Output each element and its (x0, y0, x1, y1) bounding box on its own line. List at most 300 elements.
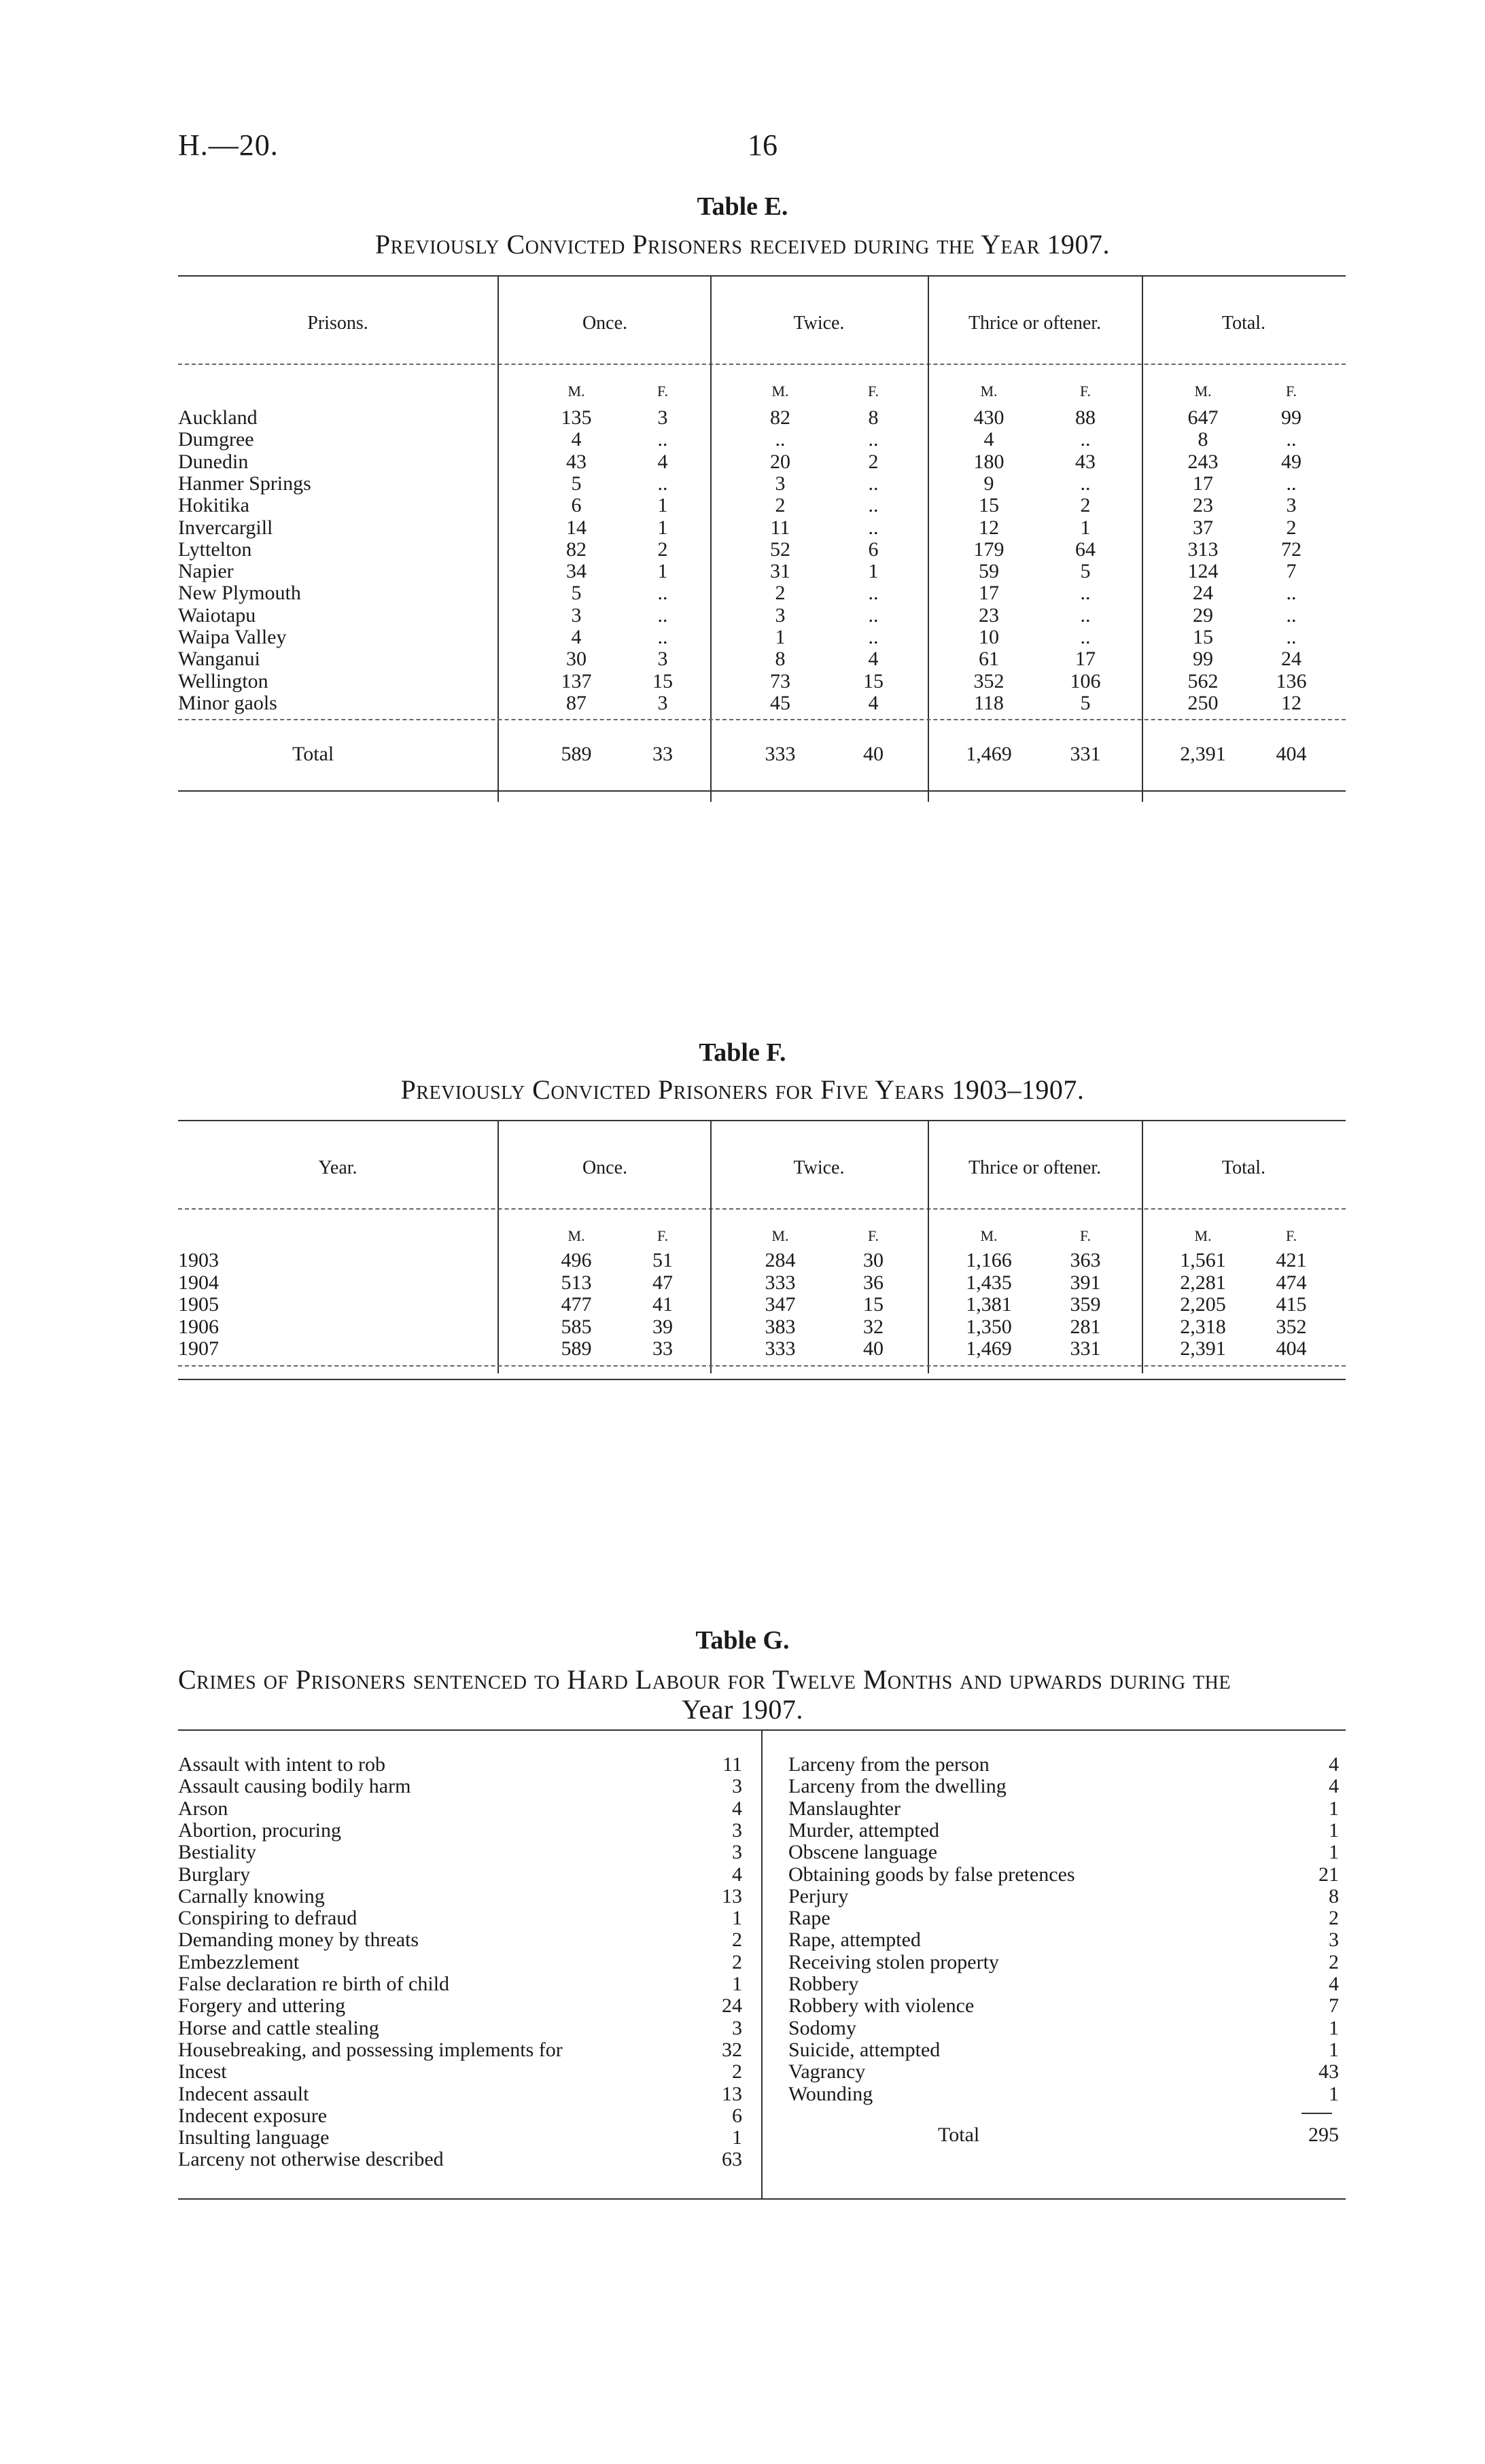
crime-name: Assault with intent to rob (178, 1753, 385, 1776)
crime-name: Obtaining goods by false pretences (788, 1863, 1075, 1886)
crime-count: 1 (732, 1907, 742, 1930)
crime-count: 21 (1318, 1863, 1339, 1886)
table-cell: 589 (561, 1337, 592, 1360)
crime-name: Indecent assault (178, 2082, 309, 2105)
table-row (0, 406, 1485, 428)
crime-name: Larceny not otherwise described (178, 2148, 444, 2171)
table-cell: 29 (1193, 603, 1213, 627)
crime-row (788, 1929, 1346, 1950)
total-cell: 2,391 (1180, 743, 1226, 766)
table-cell: 333 (765, 1271, 796, 1294)
table-cell: 87 (566, 691, 587, 714)
table-cell: 179 (973, 538, 1004, 561)
table-g-title: Table G. (695, 1626, 790, 1655)
table-cell: 30 (566, 648, 587, 671)
table-cell: 2 (1080, 494, 1091, 517)
crime-row (788, 2039, 1346, 2060)
crime-row (178, 1863, 742, 1885)
crime-count: 2 (732, 1929, 742, 1952)
table-row (0, 648, 1485, 669)
column-group-header: Total. (1221, 1157, 1266, 1178)
crime-count: 13 (722, 2082, 742, 2105)
row-label: 1905 (178, 1293, 219, 1316)
table-cell: 12 (1281, 691, 1301, 714)
crime-count: 3 (732, 1818, 742, 1842)
total-cell: 589 (561, 743, 592, 766)
table-cell: 8 (1198, 428, 1208, 451)
table-cell: 5 (1080, 560, 1091, 583)
table-cell: 352 (1276, 1315, 1307, 1338)
table-cell: 99 (1193, 648, 1213, 671)
crime-count: 1 (732, 1973, 742, 1995)
table-g-subtitle-line2: Year 1907. (682, 1694, 803, 1725)
row-label: Invercargill (178, 516, 273, 539)
table-cell: 1,166 (966, 1249, 1012, 1271)
crime-name: Rape, attempted (788, 1929, 921, 1952)
table-cell: 17 (1075, 648, 1096, 671)
crime-count: 4 (1329, 1973, 1339, 1995)
table-f-subtitle: Previously Convicted Prisoners for Five Years 1903–1907. (400, 1074, 1085, 1105)
table-cell: .. (868, 494, 879, 517)
crime-count: 32 (722, 2038, 742, 2061)
crime-name: Vagrancy (788, 2060, 866, 2083)
crime-count: 4 (732, 1863, 742, 1886)
crime-name: Larceny from the person (788, 1753, 990, 1776)
table-cell: 513 (561, 1271, 592, 1294)
row-label: 1903 (178, 1249, 219, 1271)
table-cell: 11 (770, 516, 790, 539)
crime-count: 11 (722, 1753, 742, 1776)
crime-name: Perjury (788, 1884, 849, 1907)
row-label: 1907 (178, 1337, 219, 1360)
table-cell: 415 (1276, 1293, 1307, 1316)
crime-row (788, 1994, 1346, 2016)
crime-row (178, 1951, 742, 1973)
table-cell: 17 (1193, 472, 1213, 495)
table-cell: 43 (1075, 450, 1096, 473)
table-cell: 82 (770, 406, 790, 429)
table-row (0, 538, 1485, 560)
column-group-header: Thrice or oftener. (968, 313, 1102, 334)
table-cell: 37 (1193, 516, 1213, 539)
female-subheader: F. (657, 383, 668, 400)
table-cell: 4 (571, 626, 582, 648)
table-cell: 136 (1276, 669, 1307, 692)
column-group-header: Once. (582, 313, 628, 334)
table-row (0, 494, 1485, 516)
crime-count: 13 (722, 1884, 742, 1907)
table-cell: .. (868, 603, 879, 627)
table-cell: 647 (1187, 406, 1219, 429)
crime-row (788, 1907, 1346, 1929)
table-cell: 33 (652, 1337, 673, 1360)
crime-row (788, 2060, 1346, 2082)
table-cell: 5 (571, 582, 582, 605)
male-subheader: M. (567, 1227, 585, 1244)
table-row (0, 451, 1485, 472)
crime-count: 1 (1329, 1797, 1339, 1820)
crime-count: 3 (732, 1841, 742, 1864)
table-row (0, 1293, 1485, 1315)
table-cell: .. (657, 428, 668, 451)
table-cell: 39 (652, 1315, 673, 1338)
crime-row (178, 1775, 742, 1797)
table-g-bottom-rule (178, 2198, 1346, 2200)
table-cell: 23 (1193, 494, 1213, 517)
table-cell: 4 (868, 691, 879, 714)
table-cell: 1,381 (966, 1293, 1012, 1316)
table-cell: .. (1286, 603, 1297, 627)
table-cell: .. (1286, 582, 1297, 605)
total-cell: 40 (863, 743, 884, 766)
total-cell: 33 (652, 743, 673, 766)
row-label: Hokitika (178, 494, 249, 517)
table-cell: .. (775, 428, 786, 451)
row-label: 1906 (178, 1315, 219, 1338)
table-cell: 284 (765, 1249, 796, 1271)
table-cell: 51 (652, 1249, 673, 1271)
row-label: 1904 (178, 1271, 219, 1294)
total-cell: 404 (1276, 743, 1307, 766)
male-subheader: M. (1194, 1227, 1212, 1244)
row-label: Wellington (178, 669, 268, 692)
column-group-header: Twice. (793, 1157, 845, 1178)
table-cell: 585 (561, 1315, 592, 1338)
table-cell: 363 (1070, 1249, 1101, 1271)
table-g-divider (761, 1729, 763, 2198)
crime-name: Carnally knowing (178, 1884, 325, 1907)
row-label: Wanganui (178, 648, 260, 671)
crime-name: Forgery and uttering (178, 1994, 346, 2018)
table-cell: 1 (775, 626, 786, 648)
table-cell: 14 (566, 516, 587, 539)
crime-row (788, 1797, 1346, 1819)
document-reference: H.—20. (178, 128, 279, 162)
table-cell: 24 (1193, 582, 1213, 605)
table-cell: .. (657, 472, 668, 495)
table-cell: 3 (657, 406, 668, 429)
table-cell: 1,561 (1180, 1249, 1226, 1271)
crime-row (788, 1775, 1346, 1797)
table-cell: 31 (770, 560, 790, 583)
crime-count: 2 (732, 1950, 742, 1973)
row-label: Dumgree (178, 428, 254, 451)
female-subheader: F. (1286, 1227, 1297, 1244)
male-subheader: M. (771, 383, 789, 400)
row-label: Lyttelton (178, 538, 252, 561)
crime-name: Abortion, procuring (178, 1818, 341, 1842)
table-cell: 41 (652, 1293, 673, 1316)
crime-name: Larceny from the dwelling (788, 1775, 1007, 1798)
crime-name: Embezzlement (178, 1950, 300, 1973)
table-cell: 47 (652, 1271, 673, 1294)
table-cell: 10 (979, 626, 999, 648)
row-label-header: Year. (318, 1157, 357, 1178)
crime-count: 8 (1329, 1884, 1339, 1907)
table-cell: 2,281 (1180, 1271, 1226, 1294)
female-subheader: F. (657, 1227, 668, 1244)
crime-name: Manslaughter (788, 1797, 901, 1820)
row-label: Dunedin (178, 450, 249, 473)
crime-name: Incest (178, 2060, 227, 2083)
row-label: Hanmer Springs (178, 472, 311, 495)
table-cell: 43 (566, 450, 587, 473)
table-cell: 82 (566, 538, 587, 561)
table-cell: 4 (657, 450, 668, 473)
female-subheader: F. (868, 383, 879, 400)
crime-name: Wounding (788, 2082, 873, 2105)
table-row (0, 1249, 1485, 1271)
table-row (0, 1337, 1485, 1359)
crime-count: 7 (1329, 1994, 1339, 2018)
crime-count: 4 (1329, 1775, 1339, 1798)
total-cell: 331 (1070, 743, 1101, 766)
table-cell: 36 (863, 1271, 884, 1294)
table-cell: 59 (979, 560, 999, 583)
table-cell: 1 (657, 516, 668, 539)
male-subheader: M. (980, 1227, 998, 1244)
crime-count: 43 (1318, 2060, 1339, 2083)
row-label: Waiotapu (178, 603, 256, 627)
crime-row (788, 1753, 1346, 1775)
table-cell: 34 (566, 560, 587, 583)
table-cell: 24 (1281, 648, 1301, 671)
table-cell: 3 (775, 472, 786, 495)
table-cell: .. (1080, 582, 1091, 605)
crime-name: Arson (178, 1797, 228, 1820)
table-cell: 1,435 (966, 1271, 1012, 1294)
column-group-header: Once. (582, 1157, 628, 1178)
page-number: 16 (748, 128, 778, 162)
crime-row (178, 1929, 742, 1950)
table-cell: 99 (1281, 406, 1301, 429)
crime-row (178, 1797, 742, 1819)
table-cell: .. (868, 626, 879, 648)
table-cell: 72 (1281, 538, 1301, 561)
table-row (0, 560, 1485, 582)
total-label: Total (292, 743, 334, 766)
row-label: Napier (178, 560, 234, 583)
table-bottom-rule (178, 1379, 1346, 1380)
crime-row (178, 2083, 742, 2105)
crime-name: Sodomy (788, 2016, 857, 2039)
table-cell: 3 (1286, 494, 1297, 517)
column-group-header: Thrice or oftener. (968, 1157, 1102, 1178)
column-group-header: Total. (1221, 313, 1266, 334)
table-top-rule (178, 275, 1346, 277)
crime-row (178, 2017, 742, 2039)
table-cell: 124 (1187, 560, 1219, 583)
header-rule (178, 364, 1346, 365)
table-top-rule (178, 1120, 1346, 1121)
table-cell: 23 (979, 603, 999, 627)
crime-row (178, 1819, 742, 1841)
table-cell: 12 (979, 516, 999, 539)
table-cell: .. (1080, 626, 1091, 648)
crime-row (178, 1885, 742, 1907)
male-subheader: M. (567, 383, 585, 400)
table-cell: 135 (561, 406, 592, 429)
table-cell: 6 (868, 538, 879, 561)
table-cell: 391 (1070, 1271, 1101, 1294)
crime-row (178, 1753, 742, 1775)
table-cell: 118 (974, 691, 1004, 714)
male-subheader: M. (1194, 383, 1212, 400)
table-cell: 496 (561, 1249, 592, 1271)
table-cell: 474 (1276, 1271, 1307, 1294)
table-cell: 2,205 (1180, 1293, 1226, 1316)
crime-row (178, 2039, 742, 2060)
table-cell: 15 (863, 1293, 884, 1316)
table-cell: 4 (571, 428, 582, 451)
table-g-subtitle-text: Crimes of Prisoners sentenced to Hard Labour for Twelve Months and upwards during the (178, 1664, 1231, 1695)
table-cell: 15 (979, 494, 999, 517)
crime-row (788, 1951, 1346, 1973)
crime-name: Insulting language (178, 2126, 330, 2149)
table-cell: 9 (983, 472, 994, 495)
table-cell: .. (1080, 428, 1091, 451)
total-rule (1301, 2113, 1332, 2114)
crime-row (178, 2105, 742, 2126)
table-cell: 331 (1070, 1337, 1101, 1360)
table-cell: 404 (1276, 1337, 1307, 1360)
table-cell: 4 (868, 648, 879, 671)
table-cell: 61 (979, 648, 999, 671)
table-cell: 73 (770, 669, 790, 692)
crime-count: 3 (732, 1775, 742, 1798)
crime-name: Indecent exposure (178, 2104, 328, 2127)
table-cell: 352 (973, 669, 1004, 692)
crime-count: 1 (1329, 1818, 1339, 1842)
table-cell: .. (1286, 428, 1297, 451)
crime-count: 1 (1329, 2038, 1339, 2061)
crime-row (178, 1841, 742, 1863)
total-label: Total (938, 2123, 980, 2146)
table-cell: 5 (571, 472, 582, 495)
table-cell: 8 (775, 648, 786, 671)
table-row (0, 582, 1485, 603)
table-row (0, 604, 1485, 626)
table-cell: 6 (571, 494, 582, 517)
table-cell: 106 (1070, 669, 1101, 692)
crime-row (178, 1907, 742, 1929)
crime-name: Receiving stolen property (788, 1950, 999, 1973)
crime-row (788, 1841, 1346, 1863)
table-cell: .. (657, 603, 668, 627)
table-cell: 1,350 (966, 1315, 1012, 1338)
column-group-header: Twice. (793, 313, 845, 334)
crime-row (788, 2083, 1346, 2105)
crime-count: 3 (1329, 1929, 1339, 1952)
table-cell: 2,391 (1180, 1337, 1226, 1360)
table-f-title: Table F. (699, 1038, 786, 1067)
table-cell: 562 (1187, 669, 1219, 692)
crime-row (788, 2017, 1346, 2039)
table-cell: 3 (775, 603, 786, 627)
table-cell: 3 (657, 691, 668, 714)
table-cell: 333 (765, 1337, 796, 1360)
table-cell: .. (868, 428, 879, 451)
female-subheader: F. (1080, 383, 1091, 400)
crime-count: 4 (732, 1797, 742, 1820)
table-cell: .. (868, 472, 879, 495)
crime-name: Demanding money by threats (178, 1929, 419, 1952)
table-cell: 8 (868, 406, 879, 429)
body-end-rule (178, 1365, 1346, 1367)
table-cell: 180 (973, 450, 1004, 473)
table-cell: 15 (652, 669, 673, 692)
table-cell: 1 (657, 560, 668, 583)
table-cell: 243 (1187, 450, 1219, 473)
crime-name: Housebreaking, and possessing implements for (178, 2038, 563, 2061)
table-row (0, 1316, 1485, 1337)
table-cell: 88 (1075, 406, 1096, 429)
crime-name: Suicide, attempted (788, 2038, 941, 2061)
crime-row (788, 1863, 1346, 1885)
table-cell: 5 (1080, 691, 1091, 714)
row-label-header: Prisons. (307, 313, 368, 334)
crime-count: 1 (1329, 1841, 1339, 1864)
crime-row (178, 2126, 742, 2148)
row-label: New Plymouth (178, 582, 301, 605)
crime-count: 2 (732, 2060, 742, 2083)
crime-name: Robbery with violence (788, 1994, 975, 2018)
table-cell: 137 (561, 669, 592, 692)
table-cell: 2,318 (1180, 1315, 1226, 1338)
table-cell: 40 (863, 1337, 884, 1360)
crime-row (788, 1819, 1346, 1841)
header-rule (178, 1208, 1346, 1210)
table-cell: 2 (657, 538, 668, 561)
crime-count: 63 (722, 2148, 742, 2171)
crime-name: Burglary (178, 1863, 251, 1886)
crime-count: 1 (732, 2126, 742, 2149)
table-row (0, 626, 1485, 648)
table-cell: 3 (571, 603, 582, 627)
crime-row (178, 2060, 742, 2082)
crime-count: 1 (1329, 2082, 1339, 2105)
table-cell: 359 (1070, 1293, 1101, 1316)
table-cell: 281 (1070, 1315, 1101, 1338)
table-cell: 2 (868, 450, 879, 473)
crime-count: 2 (1329, 1907, 1339, 1930)
row-label: Minor gaols (178, 691, 277, 714)
table-cell: .. (868, 582, 879, 605)
table-cell: 2 (1286, 516, 1297, 539)
table-cell: 1 (868, 560, 879, 583)
crime-name: Conspiring to defraud (178, 1907, 357, 1930)
table-cell: 3 (657, 648, 668, 671)
table-cell: 383 (765, 1315, 796, 1338)
table-cell: 17 (979, 582, 999, 605)
table-cell: .. (1286, 472, 1297, 495)
table-cell: 313 (1187, 538, 1219, 561)
crime-row (788, 1885, 1346, 1907)
table-cell: 2 (775, 582, 786, 605)
total-count: 295 (1308, 2123, 1339, 2146)
table-cell: 1 (1080, 516, 1091, 539)
table-cell: 30 (863, 1249, 884, 1271)
crime-count: 24 (722, 1994, 742, 2018)
table-cell: 7 (1286, 560, 1297, 583)
table-cell: 1 (657, 494, 668, 517)
table-cell: .. (657, 582, 668, 605)
table-cell: .. (1080, 472, 1091, 495)
total-row (788, 2124, 1346, 2145)
table-cell: 20 (770, 450, 790, 473)
table-cell: 15 (863, 669, 884, 692)
crime-name: False declaration re birth of child (178, 1973, 450, 1995)
